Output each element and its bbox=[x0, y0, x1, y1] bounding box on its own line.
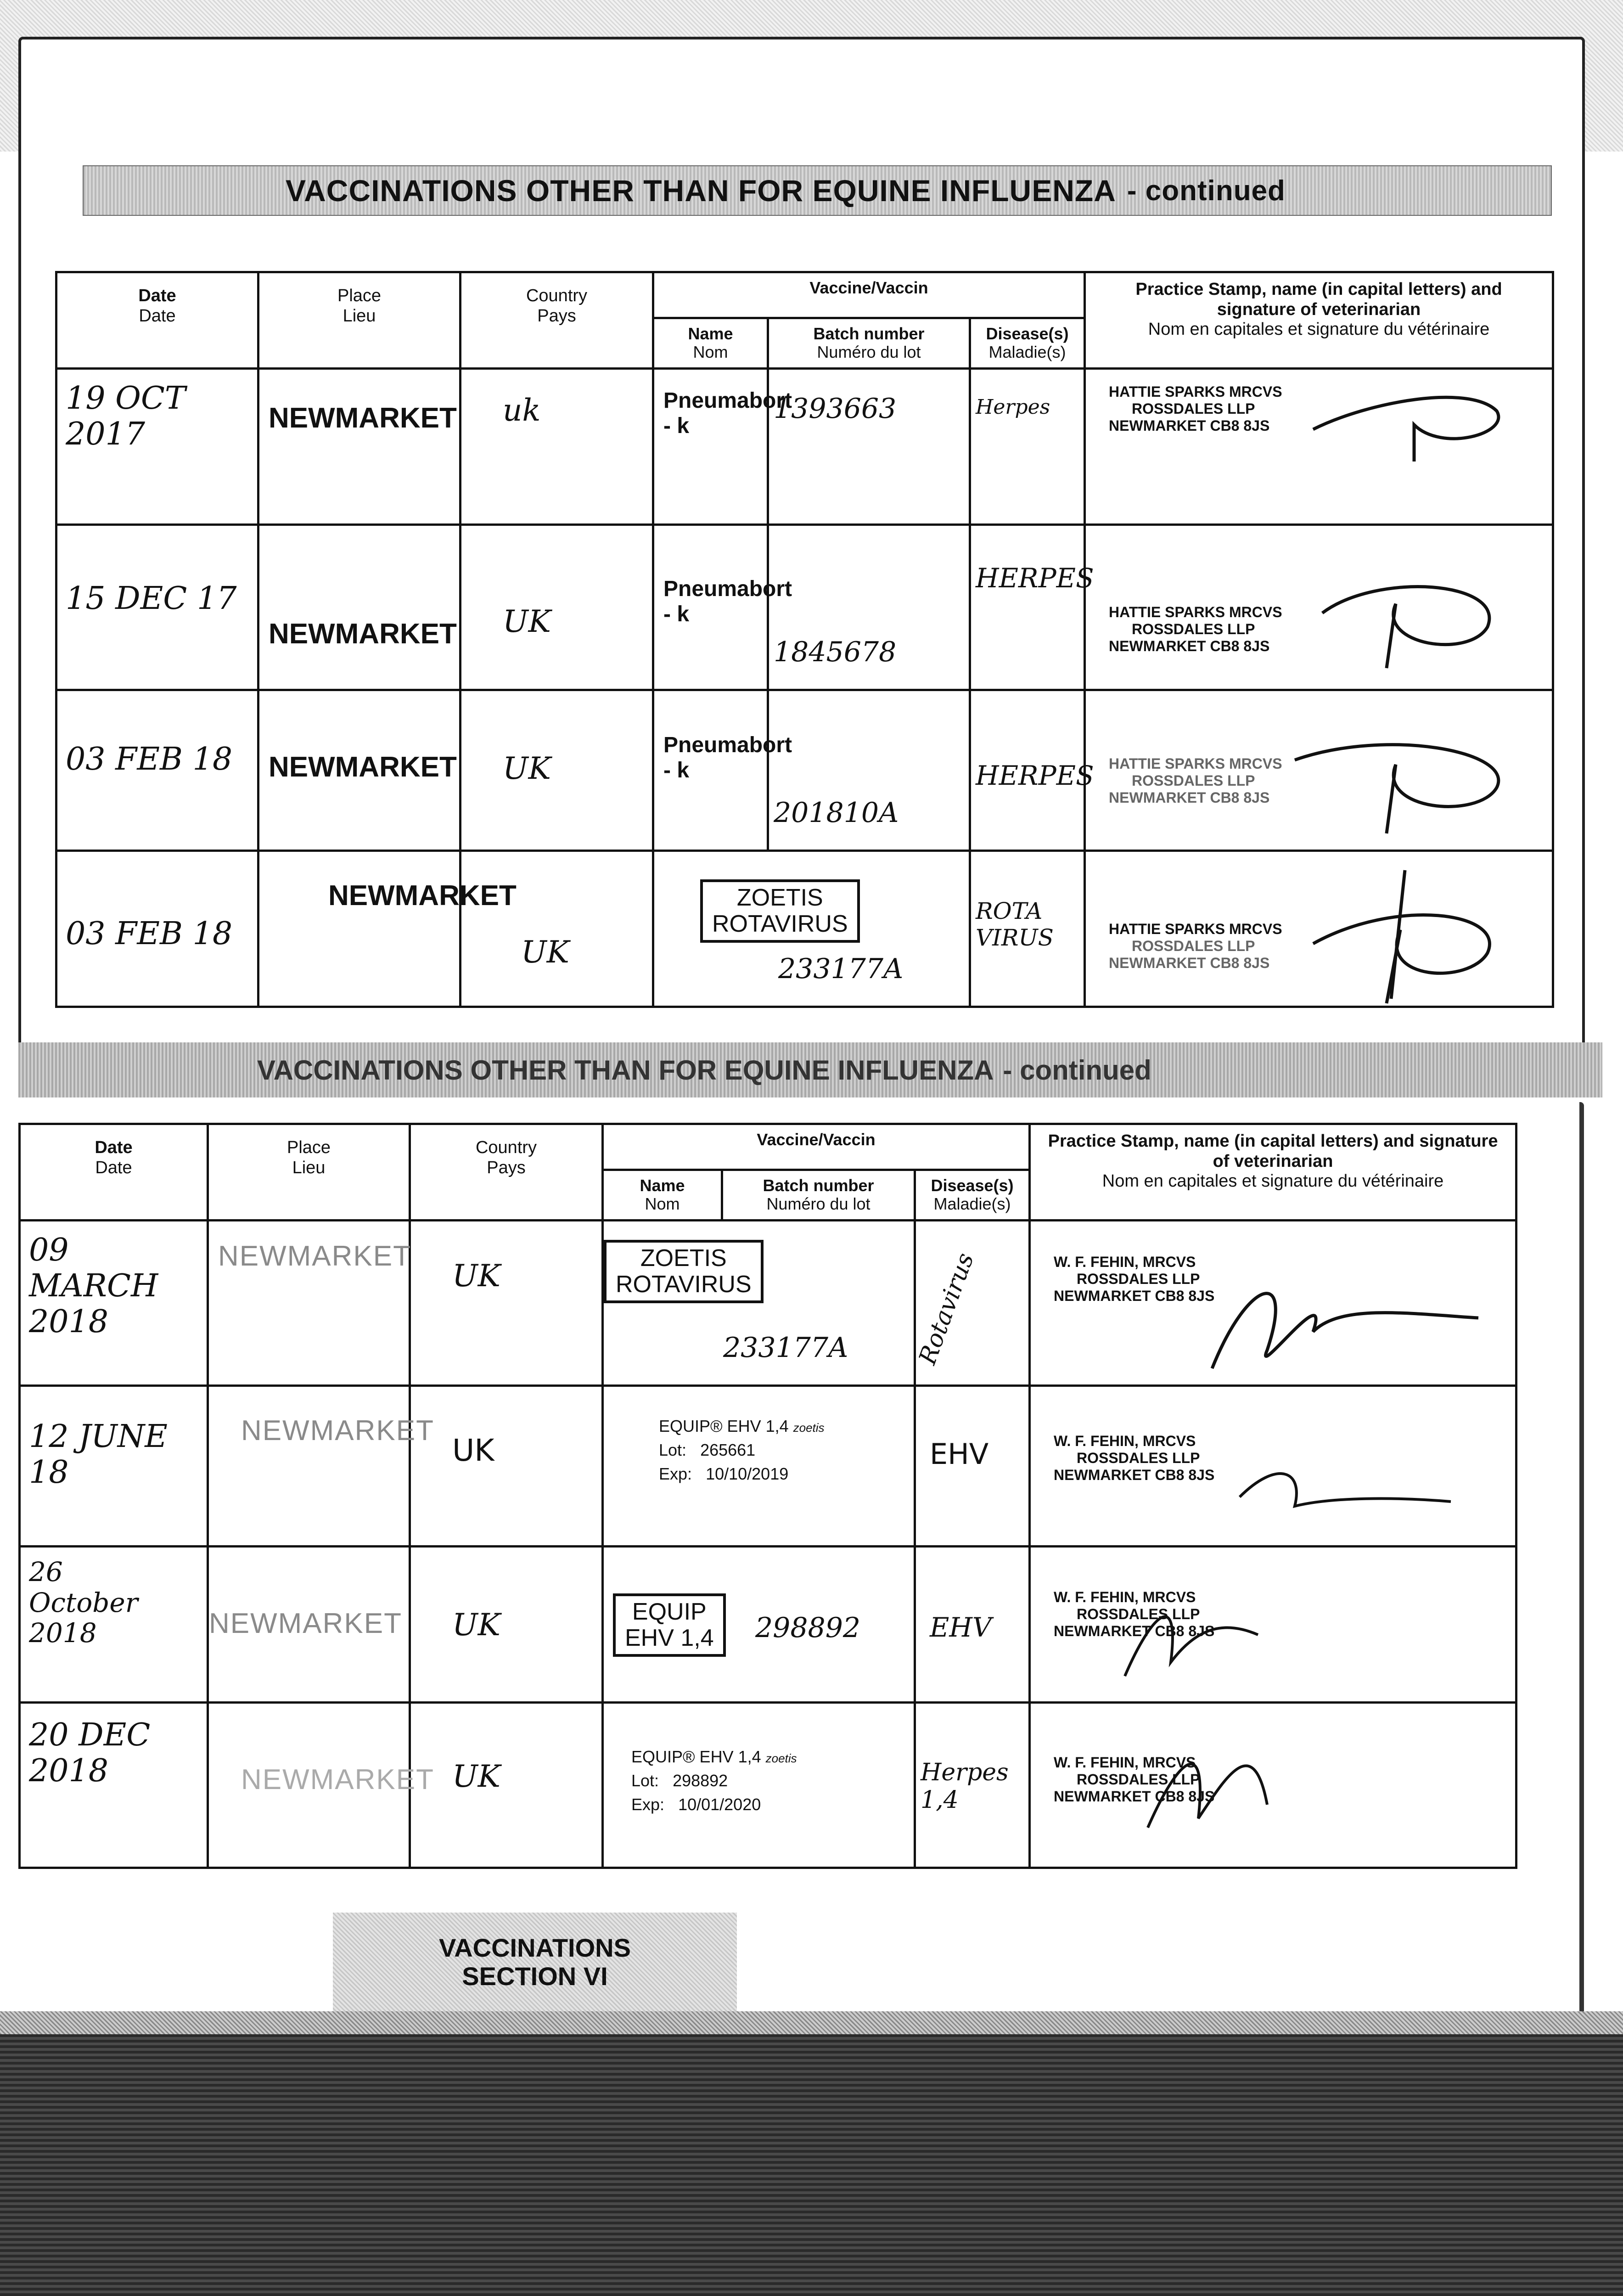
practice-stamp-cell bbox=[1085, 690, 1553, 851]
practice-stamp-cell bbox=[1030, 1221, 1516, 1386]
place-header-fr: Lieu bbox=[292, 1158, 326, 1177]
scan-bottom-shadow bbox=[0, 2034, 1623, 2296]
batch-cell: 233177A bbox=[778, 953, 904, 985]
vet-signature bbox=[1106, 1570, 1309, 1690]
batch-cell: 201810A bbox=[768, 690, 970, 851]
table-row bbox=[20, 1703, 1516, 1868]
date-cell: 03 FEB 18 bbox=[56, 851, 258, 1007]
country-header bbox=[461, 272, 653, 369]
disease-header-en: Disease(s) bbox=[986, 324, 1069, 343]
stamp-line: W. F. FEHIN, MRCVS bbox=[1054, 1254, 1196, 1270]
vaccine-stamp bbox=[700, 879, 860, 943]
disease-cell: Herpes 1,4 bbox=[915, 1703, 1030, 1868]
exp-line bbox=[631, 1793, 909, 1817]
vaccine-header: Vaccine/Vaccin bbox=[603, 1124, 1030, 1170]
practice-stamp-cell bbox=[1085, 851, 1553, 1007]
date-header-en: Date bbox=[138, 286, 176, 305]
disease-cell: HERPES bbox=[970, 525, 1085, 690]
stamp-line: ROSSDALES LLP bbox=[1132, 937, 1255, 954]
name-header-en: Name bbox=[688, 324, 733, 343]
table-row bbox=[56, 690, 1553, 851]
date-cell: 26 October 2018 bbox=[20, 1547, 208, 1703]
stamp-line: W. F. FEHIN, MRCVS bbox=[1054, 1589, 1196, 1605]
stamp-line: NEWMARKET CB8 8JS bbox=[1054, 1287, 1215, 1304]
vaccination-table-top bbox=[55, 271, 1554, 1008]
place-cell: NEWMARKET bbox=[208, 1221, 410, 1386]
date-header-fr: Date bbox=[95, 1158, 132, 1177]
place-header-fr: Lieu bbox=[343, 306, 376, 326]
table-row bbox=[20, 1547, 1516, 1703]
vaccine-stamp bbox=[613, 1593, 726, 1657]
country-cell: UK bbox=[410, 1547, 603, 1703]
disease-cell: EHV bbox=[915, 1547, 1030, 1703]
batch-header bbox=[722, 1170, 915, 1221]
place-cell: NEWMARKET bbox=[258, 525, 461, 690]
lot-line bbox=[659, 1438, 909, 1462]
exp-value: 10/01/2020 bbox=[678, 1795, 761, 1814]
vet-signature bbox=[1267, 709, 1524, 838]
date-cell: 19 OCT 2017 bbox=[56, 369, 258, 525]
disease-header bbox=[970, 318, 1085, 369]
country-cell: UK bbox=[461, 851, 653, 1007]
practice-header bbox=[1030, 1124, 1516, 1221]
date-header-fr: Date bbox=[139, 306, 176, 326]
practice-stamp-cell bbox=[1030, 1547, 1516, 1703]
date-header-en: Date bbox=[95, 1138, 133, 1157]
stamp-line: NEWMARKET CB8 8JS bbox=[1109, 789, 1270, 806]
page-heading: VACCINATIONS OTHER THAN FOR EQUINE INFLUENZA bbox=[257, 1054, 994, 1086]
stamp-line: ROSSDALES LLP bbox=[1077, 1449, 1200, 1466]
disease-cell: EHV bbox=[915, 1386, 1030, 1547]
exp-value: 10/10/2019 bbox=[706, 1464, 789, 1484]
lot-line bbox=[631, 1769, 909, 1793]
name-header bbox=[653, 318, 768, 369]
vet-signature bbox=[1295, 374, 1524, 466]
table-row bbox=[20, 1221, 1516, 1386]
vaccine-name-cell bbox=[603, 1547, 915, 1703]
country-cell: UK bbox=[410, 1386, 603, 1547]
vaccine-brand: zoetis bbox=[765, 1751, 797, 1765]
stamp-line: NEWMARKET CB8 8JS bbox=[1054, 1466, 1215, 1483]
place-header-en: Place bbox=[286, 1138, 331, 1157]
disease-cell bbox=[915, 1221, 1030, 1386]
page-heading-suffix: - continued bbox=[1127, 174, 1286, 207]
place-cell: NEWMARKET bbox=[208, 1386, 410, 1547]
country-header-fr: Pays bbox=[487, 1158, 526, 1177]
vaccine-stamp-line: EHV 1,4 bbox=[625, 1625, 714, 1652]
vaccine-name-cell: Pneumabort - k bbox=[653, 369, 768, 525]
exp-label: Exp: bbox=[659, 1464, 692, 1484]
table-row bbox=[56, 851, 1553, 1007]
disease-cell: Herpes bbox=[970, 369, 1085, 525]
vaccine-name-cell: Pneumabort - k bbox=[653, 525, 768, 690]
disease-header-en: Disease(s) bbox=[931, 1176, 1014, 1195]
stamp-line: NEWMARKET CB8 8JS bbox=[1054, 1622, 1215, 1639]
place-cell: NEWMARKET bbox=[258, 690, 461, 851]
vaccine-stamp bbox=[604, 1240, 764, 1303]
vaccine-name-cell bbox=[603, 1703, 915, 1868]
stamp-line: ROSSDALES LLP bbox=[1077, 1771, 1200, 1788]
stamp-line: W. F. FEHIN, MRCVS bbox=[1054, 1754, 1196, 1771]
lot-value: 265661 bbox=[700, 1441, 756, 1460]
country-cell: UK bbox=[461, 525, 653, 690]
batch-header-fr: Numéro du lot bbox=[766, 1194, 870, 1213]
exp-line bbox=[659, 1462, 909, 1486]
vet-signature bbox=[1194, 1249, 1488, 1387]
batch-header bbox=[768, 318, 970, 369]
date-cell: 03 FEB 18 bbox=[56, 690, 258, 851]
name-header-en: Name bbox=[640, 1176, 685, 1195]
batch-header-en: Batch number bbox=[813, 324, 925, 343]
name-header bbox=[603, 1170, 722, 1221]
stamp-line: W. F. FEHIN, MRCVS bbox=[1054, 1433, 1196, 1449]
place-header bbox=[258, 272, 461, 369]
vaccine-header: Vaccine/Vaccin bbox=[653, 272, 1085, 318]
section-label bbox=[333, 1913, 737, 2018]
vaccine-name-cell bbox=[603, 1221, 915, 1386]
section-label-line: VACCINATIONS bbox=[439, 1933, 631, 1962]
date-cell: 15 DEC 17 bbox=[56, 525, 258, 690]
vaccine-name-text: EQUIP® EHV 1,4 bbox=[659, 1417, 789, 1435]
page-heading: VACCINATIONS OTHER THAN FOR EQUINE INFLUENZA bbox=[286, 174, 1116, 208]
lot-label: Lot: bbox=[631, 1771, 659, 1790]
practice-header-en: Practice Stamp, name (in capital letters) and signature of veterinarian bbox=[1135, 280, 1502, 319]
vaccine-stamp-line: ROTAVIRUS bbox=[712, 911, 848, 938]
country-header-fr: Pays bbox=[537, 306, 576, 326]
practice-stamp-cell bbox=[1030, 1703, 1516, 1868]
stamp-line: HATTIE SPARKS MRCVS bbox=[1109, 755, 1282, 772]
vaccination-table-bottom bbox=[18, 1123, 1517, 1869]
practice-header-en: Practice Stamp, name (in capital letters) and signature of veterinarian bbox=[1048, 1131, 1498, 1171]
name-header-fr: Nom bbox=[693, 342, 728, 361]
batch-cell: 233177A bbox=[723, 1332, 848, 1364]
stamp-line: ROSSDALES LLP bbox=[1077, 1605, 1200, 1622]
stamp-line: ROSSDALES LLP bbox=[1077, 1270, 1200, 1287]
vaccine-name-cell: Pneumabort - k bbox=[653, 690, 768, 851]
batch-cell: 1393663 bbox=[768, 369, 970, 525]
page-heading-banner bbox=[83, 165, 1552, 216]
table-row bbox=[56, 369, 1553, 525]
vet-signature bbox=[1286, 553, 1524, 673]
country-cell: UK bbox=[461, 690, 653, 851]
page-heading-suffix: - continued bbox=[1003, 1054, 1151, 1086]
date-cell: 20 DEC 2018 bbox=[20, 1703, 208, 1868]
stamp-line: ROSSDALES LLP bbox=[1132, 772, 1255, 789]
vaccine-name-text: EQUIP® EHV 1,4 bbox=[631, 1747, 761, 1766]
batch-header-fr: Numéro du lot bbox=[817, 342, 921, 361]
lot-label: Lot: bbox=[659, 1441, 687, 1460]
disease-cell: ROTA VIRUS bbox=[970, 851, 1085, 1007]
country-cell: uk bbox=[461, 369, 653, 525]
vaccine-name bbox=[631, 1745, 909, 1769]
place-cell: NEWMARKET bbox=[208, 1547, 410, 1703]
vaccine-stamp-line: ROTAVIRUS bbox=[616, 1271, 752, 1298]
vaccine-stamp-line: ZOETIS bbox=[640, 1245, 727, 1272]
country-cell: UK bbox=[410, 1703, 603, 1868]
stamp-line: NEWMARKET CB8 8JS bbox=[1109, 954, 1270, 971]
practice-header-fr: Nom en capitales et signature du vétérinaire bbox=[1148, 320, 1490, 339]
practice-header-fr: Nom en capitales et signature du vétérinaire bbox=[1102, 1171, 1444, 1191]
table-row bbox=[20, 1386, 1516, 1547]
disease-header bbox=[915, 1170, 1030, 1221]
vaccine-name-cell bbox=[603, 1386, 915, 1547]
place-cell: NEWMARKET bbox=[208, 1703, 410, 1868]
vet-signature bbox=[1295, 861, 1524, 1008]
stamp-line: ROSSDALES LLP bbox=[1132, 620, 1255, 637]
disease-header-fr: Maladie(s) bbox=[933, 1194, 1011, 1213]
place-header bbox=[208, 1124, 410, 1221]
date-cell: 12 JUNE 18 bbox=[20, 1386, 208, 1547]
country-header-en: Country bbox=[475, 1138, 537, 1157]
place-cell: NEWMARKET bbox=[258, 369, 461, 525]
vaccine-brand: zoetis bbox=[793, 1421, 825, 1435]
date-cell: 09 MARCH 2018 bbox=[20, 1221, 208, 1386]
practice-stamp-cell bbox=[1030, 1386, 1516, 1547]
stamp-line: NEWMARKET CB8 8JS bbox=[1109, 637, 1270, 654]
country-cell: UK bbox=[410, 1221, 603, 1386]
disease-cell: HERPES bbox=[970, 690, 1085, 851]
vaccine-name bbox=[659, 1414, 909, 1438]
table-row bbox=[56, 525, 1553, 690]
section-label-line: SECTION VI bbox=[462, 1961, 608, 1991]
batch-cell: 1845678 bbox=[768, 525, 970, 690]
disease-header-fr: Maladie(s) bbox=[988, 342, 1066, 361]
stamp-line: NEWMARKET CB8 8JS bbox=[1109, 417, 1270, 434]
place-header-en: Place bbox=[337, 286, 382, 305]
date-header bbox=[20, 1124, 208, 1221]
country-header bbox=[410, 1124, 603, 1221]
stamp-line: HATTIE SPARKS MRCVS bbox=[1109, 383, 1282, 400]
vaccine-stamp-line: EQUIP bbox=[632, 1598, 707, 1625]
stamp-line: HATTIE SPARKS MRCVS bbox=[1109, 921, 1282, 937]
vaccine-stamp-line: ZOETIS bbox=[736, 884, 823, 911]
stamp-line: ROSSDALES LLP bbox=[1132, 400, 1255, 417]
exp-label: Exp: bbox=[631, 1795, 665, 1814]
batch-header-en: Batch number bbox=[763, 1176, 874, 1195]
disease-text: Rotavirus bbox=[914, 1249, 980, 1368]
vet-signature bbox=[1129, 1722, 1331, 1841]
batch-cell: 298892 bbox=[755, 1612, 861, 1644]
continued-heading-band bbox=[18, 1042, 1602, 1097]
vet-signature bbox=[1212, 1442, 1488, 1534]
place-cell: NEWMARKET bbox=[258, 851, 461, 1007]
practice-header bbox=[1085, 272, 1553, 369]
stamp-line: HATTIE SPARKS MRCVS bbox=[1109, 604, 1282, 620]
name-header-fr: Nom bbox=[645, 1194, 680, 1213]
lot-value: 298892 bbox=[673, 1771, 728, 1790]
practice-stamp-cell bbox=[1085, 525, 1553, 690]
practice-stamp-cell bbox=[1085, 369, 1553, 525]
date-header bbox=[56, 272, 258, 369]
country-header-en: Country bbox=[526, 286, 588, 305]
vaccine-name-cell bbox=[653, 851, 970, 1007]
stamp-line: NEWMARKET CB8 8JS bbox=[1054, 1788, 1215, 1805]
